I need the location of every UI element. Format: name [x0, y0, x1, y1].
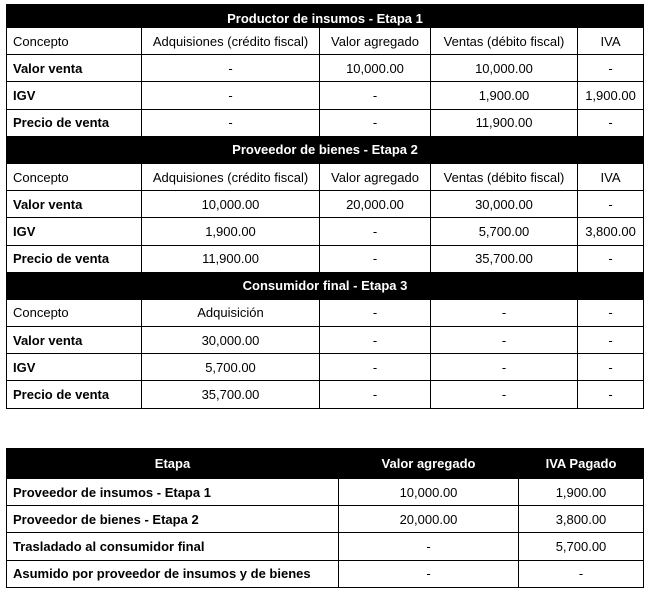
column-header: -	[320, 299, 431, 326]
column-header: Adquisiones (crédito fiscal)	[142, 28, 320, 55]
column-header: Valor agregado	[320, 28, 431, 55]
table-cell: 5,700.00	[142, 354, 320, 381]
column-header-row	[7, 163, 644, 190]
table-cell: -	[142, 82, 320, 109]
table-cell: 1,900.00	[519, 479, 644, 506]
summary-header: Etapa	[7, 449, 339, 479]
table-cell: -	[431, 327, 578, 354]
stage-title: Productor de insumos - Etapa 1	[7, 5, 644, 28]
stage-title: Consumidor final - Etapa 3	[7, 272, 644, 299]
table-cell: 1,900.00	[578, 82, 644, 109]
column-header: Concepto	[7, 299, 142, 326]
stage-title-row	[7, 136, 644, 163]
table-cell: 30,000.00	[142, 327, 320, 354]
table-cell: -	[431, 381, 578, 408]
row-label: IGV	[7, 354, 142, 381]
table-cell: -	[142, 55, 320, 82]
row-label: Precio de venta	[7, 381, 142, 408]
row-label: Valor venta	[7, 327, 142, 354]
table-cell: -	[320, 109, 431, 136]
column-header: Adquisición	[142, 299, 320, 326]
table-cell: 10,000.00	[431, 55, 578, 82]
table-row	[7, 381, 644, 408]
column-header: Valor agregado	[320, 163, 431, 190]
table-cell: 10,000.00	[142, 191, 320, 218]
row-label: Proveedor de bienes - Etapa 2	[7, 506, 339, 533]
table-cell: 11,900.00	[431, 109, 578, 136]
table-cell: -	[519, 560, 644, 587]
table-cell: -	[578, 327, 644, 354]
table-row	[7, 191, 644, 218]
column-header: Ventas (débito fiscal)	[431, 163, 578, 190]
table-cell: 10,000.00	[339, 479, 519, 506]
table-cell: -	[578, 55, 644, 82]
stages-table	[6, 4, 644, 409]
table-cell: 35,700.00	[142, 381, 320, 408]
column-header: -	[431, 299, 578, 326]
column-header-row	[7, 28, 644, 55]
table-row	[7, 506, 644, 533]
table-row	[7, 479, 644, 506]
row-label: Proveedor de insumos - Etapa 1	[7, 479, 339, 506]
column-header-row	[7, 299, 644, 326]
table-cell: 5,700.00	[519, 533, 644, 560]
column-header: IVA	[578, 28, 644, 55]
table-cell: 11,900.00	[142, 245, 320, 272]
table-cell: -	[320, 327, 431, 354]
row-label: Precio de venta	[7, 245, 142, 272]
table-row	[7, 218, 644, 245]
table-cell: -	[578, 109, 644, 136]
stage-title-row	[7, 5, 644, 28]
stage-title-row	[7, 272, 644, 299]
column-header: Adquisiones (crédito fiscal)	[142, 163, 320, 190]
row-label: Precio de venta	[7, 109, 142, 136]
table-cell: -	[320, 354, 431, 381]
row-label: Valor venta	[7, 191, 142, 218]
table-cell: 1,900.00	[142, 218, 320, 245]
row-label: Trasladado al consumidor final	[7, 533, 339, 560]
table-cell: -	[320, 218, 431, 245]
table-row	[7, 82, 644, 109]
table-row	[7, 109, 644, 136]
table-cell: 20,000.00	[320, 191, 431, 218]
table-cell: 30,000.00	[431, 191, 578, 218]
table-cell: 3,800.00	[519, 506, 644, 533]
table-cell: -	[320, 82, 431, 109]
table-cell: 5,700.00	[431, 218, 578, 245]
table-cell: -	[320, 381, 431, 408]
column-header: Concepto	[7, 163, 142, 190]
table-row	[7, 245, 644, 272]
table-cell: 3,800.00	[578, 218, 644, 245]
row-label: Asumido por proveedor de insumos y de bienes	[7, 560, 339, 587]
table-cell: -	[578, 245, 644, 272]
summary-table	[6, 448, 644, 588]
summary-header: IVA Pagado	[519, 449, 644, 479]
table-cell: 1,900.00	[431, 82, 578, 109]
column-header: Ventas (débito fiscal)	[431, 28, 578, 55]
table-cell: 20,000.00	[339, 506, 519, 533]
table-cell: -	[320, 245, 431, 272]
column-header: IVA	[578, 163, 644, 190]
table-cell: -	[578, 191, 644, 218]
summary-header-row	[7, 449, 644, 479]
row-label: IGV	[7, 218, 142, 245]
table-cell: -	[339, 533, 519, 560]
table-cell: -	[142, 109, 320, 136]
table-cell: -	[339, 560, 519, 587]
stage-title: Proveedor de bienes - Etapa 2	[7, 136, 644, 163]
table-row	[7, 560, 644, 587]
row-label: IGV	[7, 82, 142, 109]
column-header: -	[578, 299, 644, 326]
table-cell: -	[578, 381, 644, 408]
column-header: Concepto	[7, 28, 142, 55]
row-label: Valor venta	[7, 55, 142, 82]
table-row	[7, 354, 644, 381]
summary-header: Valor agregado	[339, 449, 519, 479]
table-row	[7, 55, 644, 82]
table-cell: 10,000.00	[320, 55, 431, 82]
table-row	[7, 533, 644, 560]
table-cell: 35,700.00	[431, 245, 578, 272]
table-cell: -	[431, 354, 578, 381]
table-cell: -	[578, 354, 644, 381]
table-row	[7, 327, 644, 354]
